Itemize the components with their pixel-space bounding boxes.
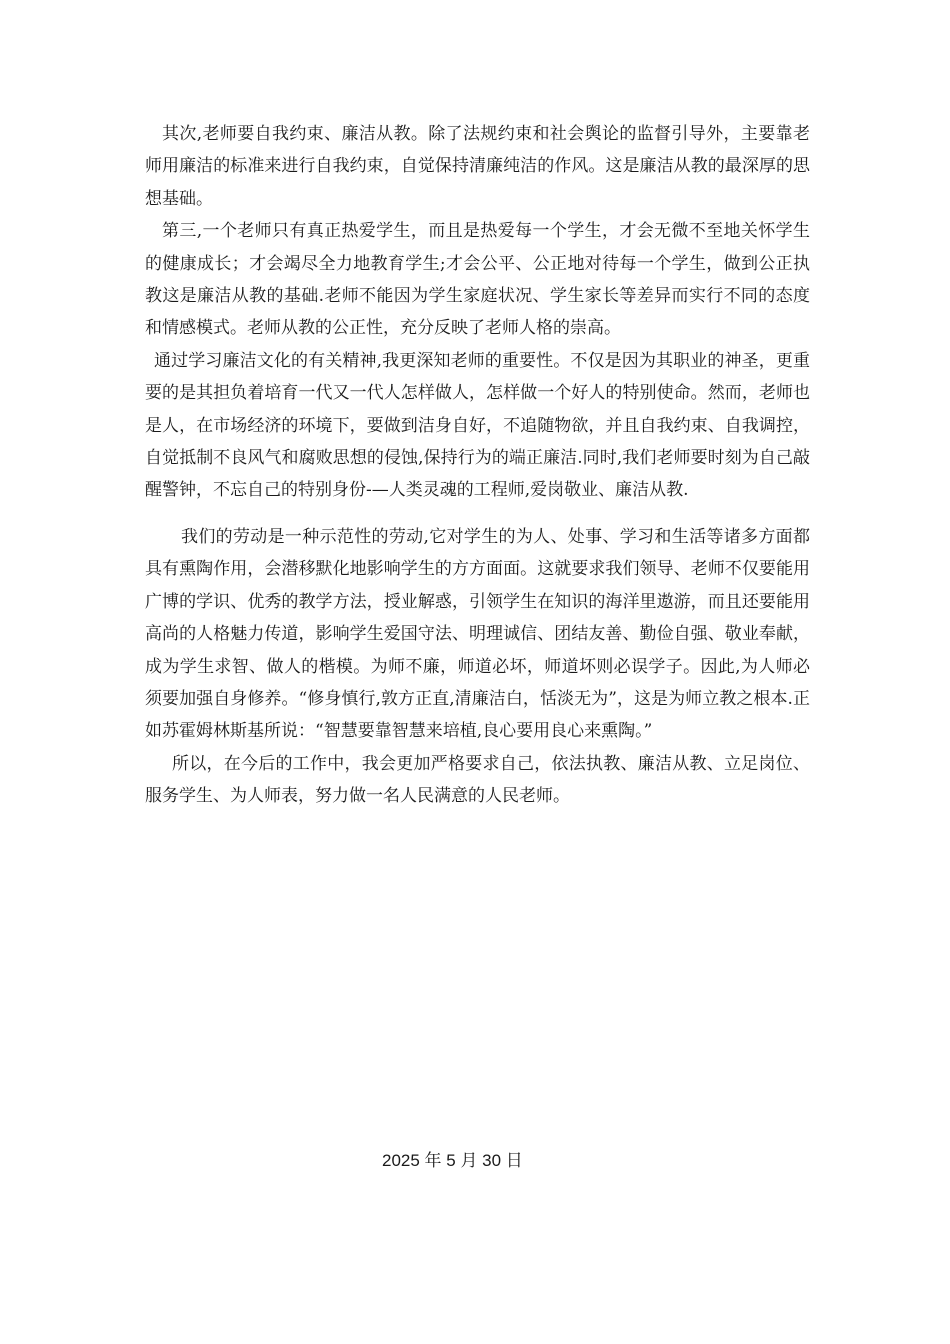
paragraph-self-discipline: 其次,老师要自我约束、廉洁从教。除了法规约束和社会舆论的监督引导外，主要靠老师用廉洁的标准来进行自我约束，自觉保持清廉纯洁的作风。这是廉洁从教的最深厚的思想基础。 bbox=[145, 124, 810, 209]
document-body bbox=[145, 118, 810, 813]
paragraph-conclusion: 所以，在今后的工作中，我会更加严格要求自己，依法执教、廉洁从教、立足岗位、服务学生、为人师表，努力做一名人民满意的人民老师。 bbox=[145, 753, 810, 807]
paragraph-exemplary-labor: 我们的劳动是一种示范性的劳动,它对学生的为人、处事、学习和生活等诸多方面都具有熏陶作用，会潜移默化地影响学生的方方面面。这就要求我们领导、老师不仅要能用广博的学识、优秀的教学方法，授业解惑，引领学生在知识的海洋里遨游，而且还要能用高尚的人格魅力传道，影响学生爱国守法、明理诚信、团结友善、勤俭自强、敬业奉献，成为学生求智、做人的楷模。为师不廉，师道必坏，师道坏则必误学子。因此,为人师必须要加强自身修养。“修身慎行,敦方正直,清廉洁白，恬淡无为”，这是为师立教之根本.正如苏霍姆林斯基所说：“智慧要靠智慧来培植,良心要用良心来熏陶。” bbox=[145, 526, 810, 742]
paragraph-teacher-importance: 通过学习廉洁文化的有关精神,我更深知老师的重要性。不仅是因为其职业的神圣，更重要的是其担负着培育一代又一代人怎样做人，怎样做一个好人的特别使命。然而，老师也是人，在市场经济的环境下，要做到洁身自好，不追随物欲，并且自我约束、自我调控，自觉抵制不良风气和腐败思想的侵蚀,保持行为的端正廉洁.同时,我们老师要时刻为自己敲醒警钟，不忘自己的特别身份-—人类灵魂的工程师,爱岗敬业、廉洁从教. bbox=[145, 350, 810, 501]
paragraph-love-students: 第三,一个老师只有真正热爱学生，而且是热爱每一个学生，才会无微不至地关怀学生的健康成长；才会竭尽全力地教育学生;才会公平、公正地对待每一个学生，做到公正执教这是廉洁从教的基础.老师不能因为学生家庭状况、学生家长等差异而实行不同的态度和情感模式。老师从教的公正性，充分反映了老师人格的崇高。 bbox=[145, 221, 810, 339]
document-date: 2025 年 5 月 30 日 bbox=[382, 1151, 523, 1170]
